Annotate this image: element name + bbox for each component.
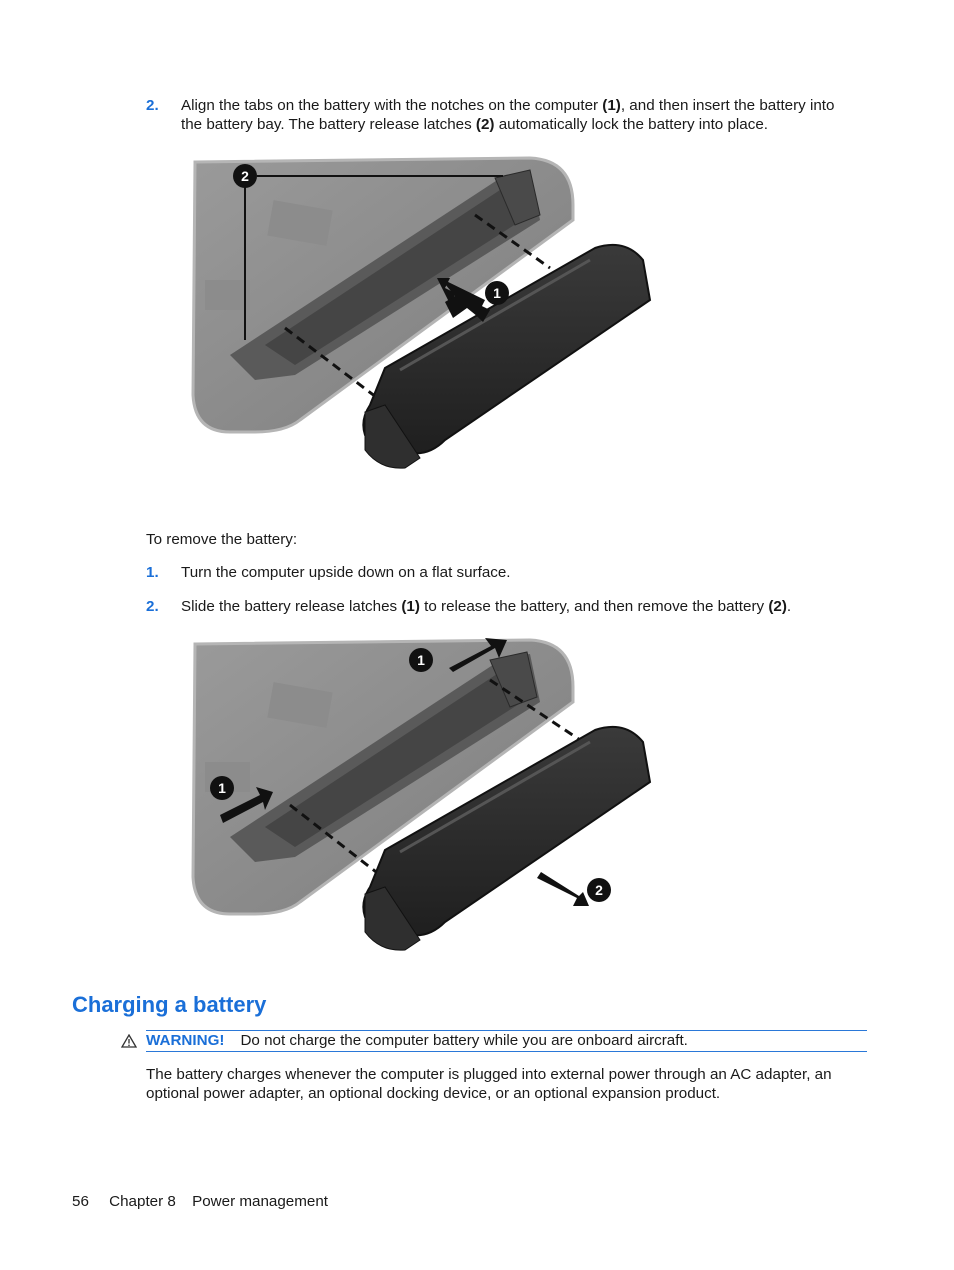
callout-label: 2 xyxy=(241,168,249,184)
step-number: 2. xyxy=(146,598,159,615)
callout-label: 1 xyxy=(417,652,425,668)
text-run: Align the tabs on the battery with the notches on the computer xyxy=(181,97,603,114)
text-run: , and then insert the battery into xyxy=(620,97,835,114)
step-text-remove-2 xyxy=(181,597,871,616)
callout-ref: (1) xyxy=(401,598,420,615)
callout-ref: (1) xyxy=(602,97,621,114)
warning-triangle-icon xyxy=(121,1034,137,1048)
page-footer xyxy=(72,1193,344,1210)
charge-paragraph xyxy=(146,1065,871,1103)
step-number: 1. xyxy=(146,564,159,581)
step-text-line xyxy=(181,96,871,115)
arrow-remove xyxy=(537,872,589,906)
text-run: . xyxy=(786,598,792,615)
text-run: the battery bay. The battery release latches xyxy=(181,116,476,133)
chapter-label: Chapter 8 xyxy=(109,1193,176,1210)
text-run: Slide the battery release latches xyxy=(181,598,402,615)
callout-label: 1 xyxy=(493,285,501,301)
step-number: 2. xyxy=(146,97,159,114)
remove-intro: To remove the battery: xyxy=(146,531,298,548)
paragraph-line: The battery charges whenever the computer is plugged into external power through an AC adapter, an xyxy=(146,1066,832,1083)
callout-label: 1 xyxy=(218,780,226,796)
callout-ref: (2) xyxy=(475,116,495,133)
step-text-line xyxy=(181,115,871,134)
warning-rule-bottom xyxy=(146,1051,867,1052)
battery-insert-illustration xyxy=(185,150,660,485)
callout-label: 2 xyxy=(595,882,603,898)
warning-text: Do not charge the computer battery while you are onboard aircraft. xyxy=(240,1032,688,1049)
callout-ref: (2) xyxy=(768,598,787,615)
warning-label: WARNING! xyxy=(146,1032,225,1049)
text-run: automatically lock the battery into place. xyxy=(494,116,769,133)
paragraph-line: optional power adapter, an optional docking device, or an optional expansion product. xyxy=(146,1085,721,1102)
step-text-install xyxy=(181,96,871,134)
battery-remove-illustration xyxy=(185,630,660,970)
section-heading: Charging a battery xyxy=(72,992,267,1017)
text-run: to release the battery, and then remove the battery xyxy=(419,598,769,615)
step-text-remove-1: Turn the computer upside down on a flat surface. xyxy=(181,564,511,581)
warning-notice xyxy=(121,1031,688,1050)
chapter-title: Power management xyxy=(192,1193,328,1210)
page-number: 56 xyxy=(72,1193,89,1210)
vent xyxy=(205,280,250,310)
